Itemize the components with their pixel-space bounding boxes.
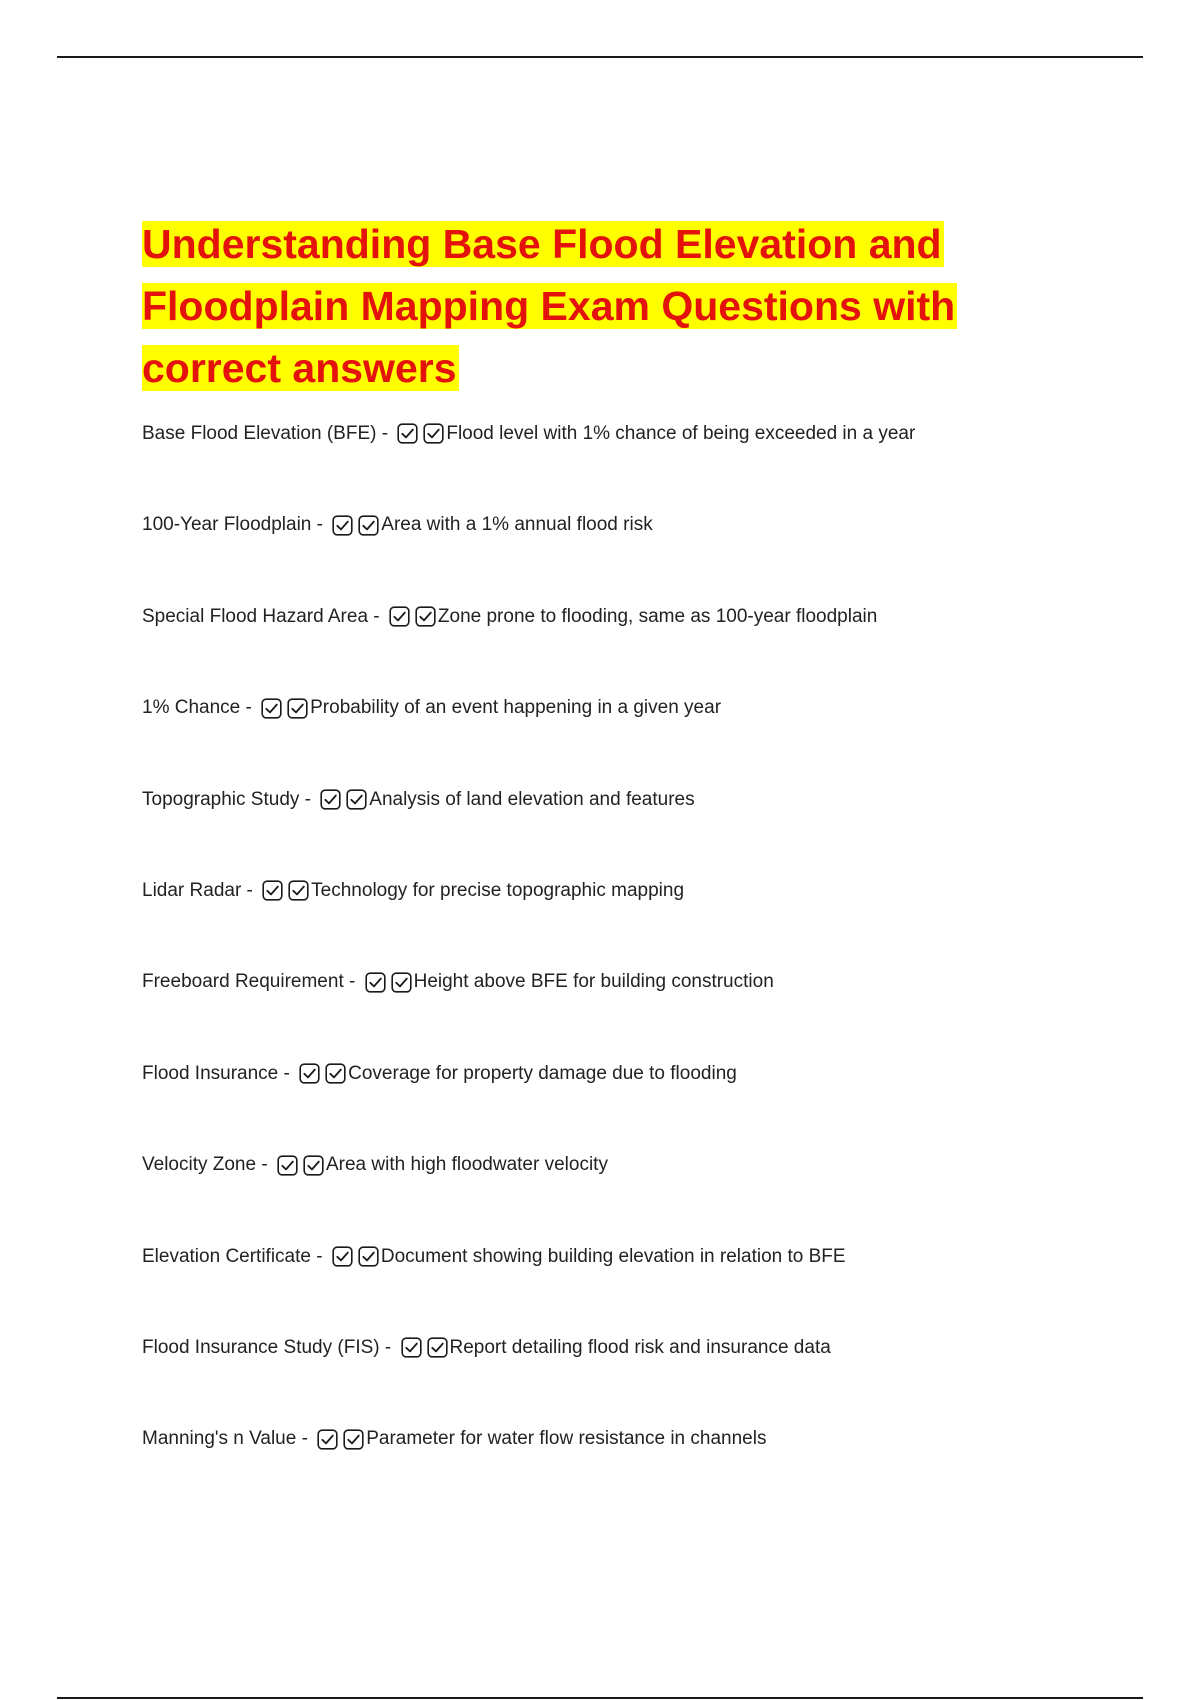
checkbox-checked-icon <box>401 1337 422 1358</box>
answer-text: Probability of an event happening in a given year <box>310 697 722 719</box>
checkbox-checked-icon <box>332 515 353 536</box>
term-separator: - <box>311 514 329 536</box>
checkbox-checked-icon <box>397 423 418 444</box>
answer-text: Report detailing flood risk and insurance data <box>449 1336 831 1358</box>
checkbox-checked-icon <box>427 1337 448 1358</box>
term-separator: - <box>256 1154 273 1176</box>
question-term: Flood Insurance <box>142 1062 279 1084</box>
term-separator: - <box>241 879 259 901</box>
question-answer-item <box>142 869 1142 960</box>
term-separator: - <box>310 1245 328 1267</box>
question-term: Flood Insurance Study (FIS) <box>142 1336 380 1358</box>
question-term: 1% Chance <box>142 697 241 719</box>
title-line: Floodplain Mapping Exam Questions with <box>142 283 956 329</box>
checkbox-checked-icon <box>358 515 379 536</box>
title-line: correct answers <box>142 345 457 391</box>
term-separator: - <box>240 697 258 719</box>
question-term: Base Flood Elevation (BFE) <box>142 423 377 444</box>
bottom-rule <box>57 1697 1143 1699</box>
title-line: Understanding Base Flood Elevation and <box>142 221 942 267</box>
question-term: Special Flood Hazard Area <box>142 605 369 627</box>
answer-checks <box>320 778 367 822</box>
term-separator: - <box>376 423 394 444</box>
question-term: Topographic Study <box>142 788 300 810</box>
answer-text: Technology for precise topographic mapping <box>311 879 685 901</box>
term-separator: - <box>343 971 361 993</box>
answer-checks <box>397 412 444 456</box>
checkbox-checked-icon <box>365 972 386 993</box>
question-term: Elevation Certificate <box>142 1245 311 1267</box>
question-answer-item <box>142 686 1142 777</box>
checkbox-checked-icon <box>415 606 436 627</box>
checkbox-checked-icon <box>391 972 412 993</box>
answer-checks <box>317 1417 364 1461</box>
answer-text: Parameter for water flow resistance in channels <box>366 1428 767 1450</box>
checkbox-checked-icon <box>343 1429 364 1450</box>
question-answer-item <box>142 1417 1142 1508</box>
checkbox-checked-icon <box>287 698 308 719</box>
term-separator: - <box>379 1336 397 1358</box>
checkbox-checked-icon <box>277 1155 298 1176</box>
answer-checks <box>332 503 379 547</box>
top-rule <box>57 56 1143 58</box>
question-answer-item <box>142 1235 1142 1326</box>
question-answer-item <box>142 412 1142 503</box>
term-separator: - <box>368 605 385 627</box>
answer-text: Analysis of land elevation and features <box>369 788 695 810</box>
answer-checks <box>332 1235 379 1279</box>
checkbox-checked-icon <box>299 1063 320 1084</box>
term-separator: - <box>296 1428 314 1450</box>
question-answer-item <box>142 960 1142 1051</box>
checkbox-checked-icon <box>358 1246 379 1267</box>
checkbox-checked-icon <box>261 698 282 719</box>
answer-text: Document showing building elevation in relation to BFE <box>380 1245 846 1267</box>
answer-text: Coverage for property damage due to flooding <box>348 1062 737 1084</box>
answer-checks <box>299 1052 346 1096</box>
answer-checks <box>389 595 436 639</box>
question-term: Manning's n Value <box>142 1428 297 1450</box>
answer-checks <box>262 869 309 913</box>
answer-text: Area with high floodwater velocity <box>325 1154 608 1176</box>
answer-text: Zone prone to flooding, same as 100-year floodplain <box>437 605 878 627</box>
checkbox-checked-icon <box>288 880 309 901</box>
checkbox-checked-icon <box>423 423 444 444</box>
checkbox-checked-icon <box>346 789 367 810</box>
answer-checks <box>261 686 308 730</box>
checkbox-checked-icon <box>303 1155 324 1176</box>
answer-checks <box>365 960 412 1004</box>
question-answer-item <box>142 503 1142 594</box>
question-answer-item <box>142 595 1142 686</box>
checkbox-checked-icon <box>320 789 341 810</box>
question-term: Freeboard Requirement <box>142 971 344 993</box>
checkbox-checked-icon <box>389 606 410 627</box>
question-answer-list <box>142 412 1142 1509</box>
question-term: 100-Year Floodplain <box>142 514 312 536</box>
question-answer-item <box>142 1326 1142 1417</box>
question-term: Lidar Radar <box>142 879 242 901</box>
answer-text: Area with a 1% annual flood risk <box>381 514 653 536</box>
answer-checks <box>277 1143 324 1187</box>
answer-text: Flood level with 1% chance of being exceeded in a year <box>446 423 916 444</box>
checkbox-checked-icon <box>262 880 283 901</box>
document-title <box>142 213 1142 399</box>
checkbox-checked-icon <box>325 1063 346 1084</box>
term-separator: - <box>278 1062 296 1084</box>
question-answer-item <box>142 1052 1142 1143</box>
answer-text: Height above BFE for building construction <box>413 971 774 993</box>
term-separator: - <box>299 788 317 810</box>
question-term: Velocity Zone <box>142 1154 257 1176</box>
question-answer-item <box>142 778 1142 869</box>
question-answer-item <box>142 1143 1142 1234</box>
answer-checks <box>401 1326 448 1370</box>
checkbox-checked-icon <box>317 1429 338 1450</box>
checkbox-checked-icon <box>332 1246 353 1267</box>
